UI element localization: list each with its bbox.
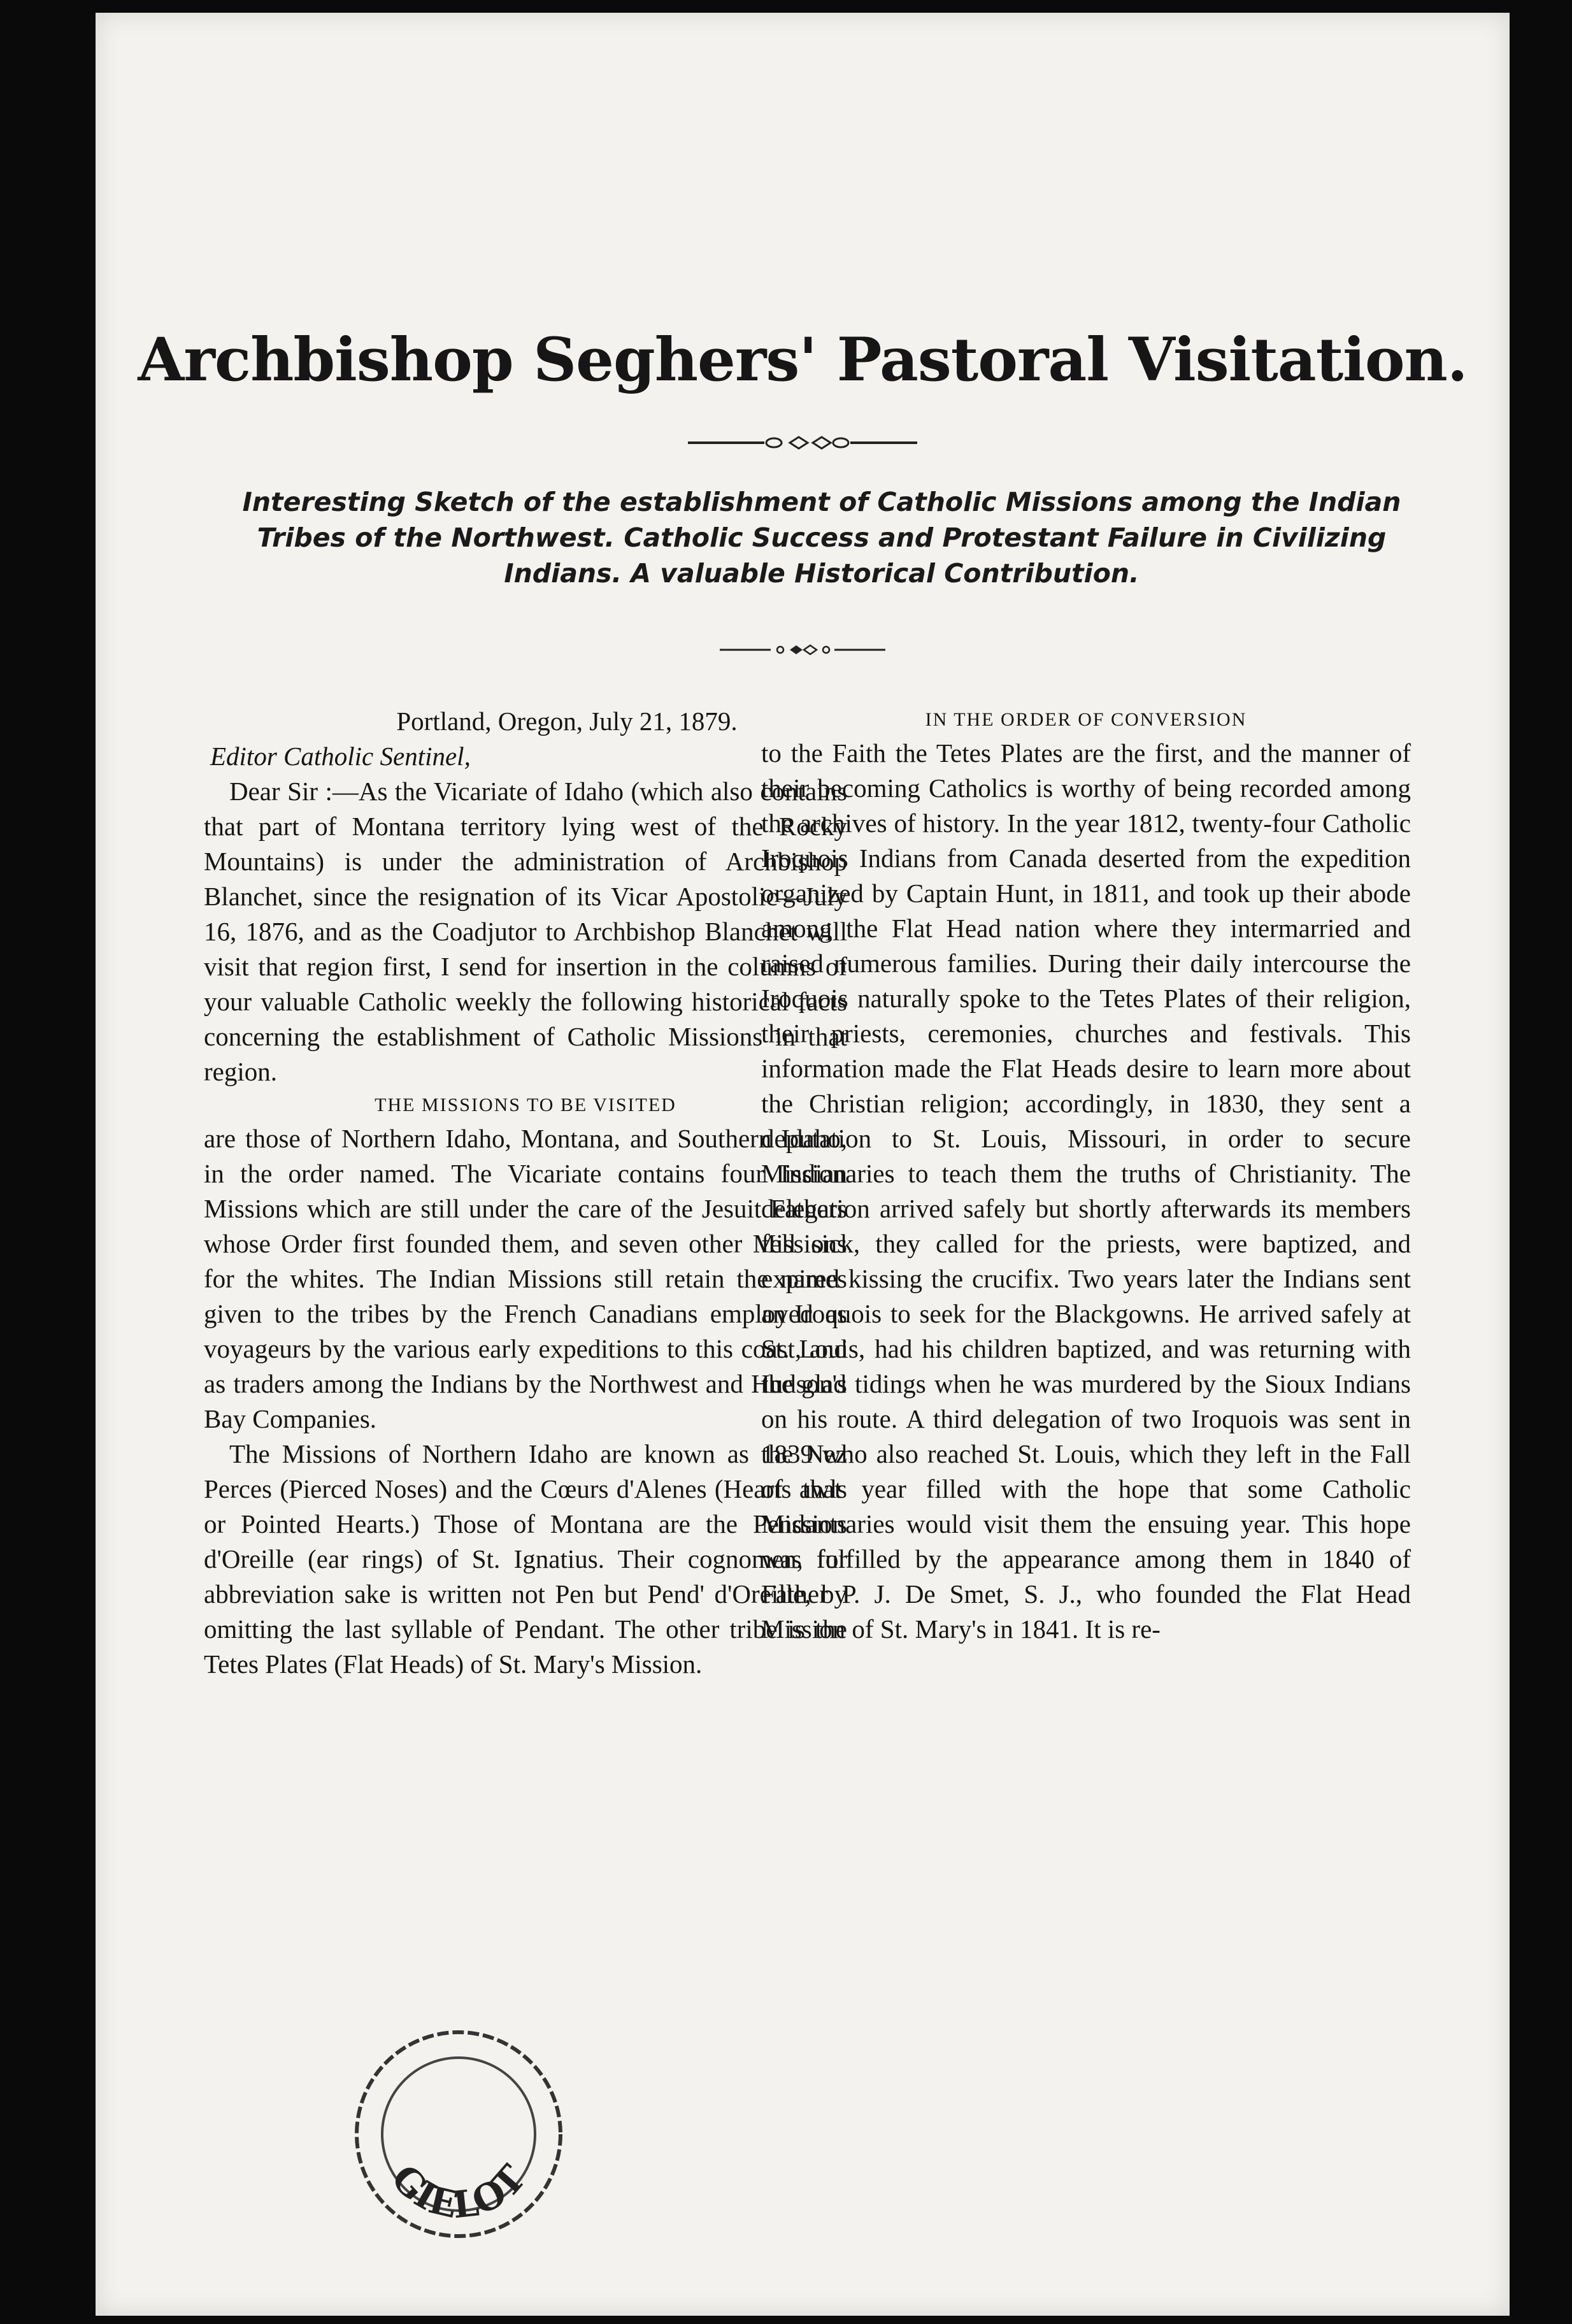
document-page (96, 13, 1510, 2316)
subtitle: Interesting Sketch of the establishment of Catholic Missions among the Indian Tribes of the Northwest. Catholic Success and Protestant Failure in Civilizing Indians. A valuable Historical Contribution. (242, 487, 1401, 589)
svg-text:GIELOT (383, 2156, 534, 2227)
page-title: Archbishop Seghers' Pastoral Visitation. (138, 325, 1468, 395)
dateline: Portland, Oregon, July 21, 1879. (396, 707, 738, 736)
stamp-text: GIELOT (383, 2156, 534, 2227)
salutation: Editor Catholic Sentinel, (210, 742, 471, 771)
subtitle-ornament-divider (720, 642, 885, 657)
title-ornament-divider (688, 433, 917, 452)
library-stamp (344, 2019, 573, 2249)
paragraph-1: Dear Sir :—As the Vicariate of Idaho (which also contains that part of Montana territory lying west of the Rocky Mountains) is under the administration of Archbishop Blanchet, since the resignation of its Vicar Apostolic—July 16, 1876, and as the Coadjutor to Archbishop Blanchet will visit that region first, I send for insertion in the columns of your valuable Catholic weekly the following historical facts concerning the establishment of Catholic Missions in that region. (204, 777, 847, 1086)
section-heading-missions: THE MISSIONS TO BE VISITED (375, 1094, 676, 1115)
left-column (204, 704, 847, 1682)
right-column (761, 704, 1411, 1647)
paragraph-4: to the Faith the Tetes Plates are the first, and the manner of their becoming Catholics is worthy of being recorded among the archives of history. In the year 1812, twenty-four Catholic Iroquois Indians from Canada deserted from the expedition organized by Captain Hunt, in 1811, and took up their abode among the Flat Head nation where they intermarried and raised numerous families. During their daily intercourse the Iroquois naturally spoke to the Tetes Plates of their religion, their priests, ceremonies, churches and festivals. This information made the Flat Heads desire to learn more about the Christian religion; accordingly, in 1830, they sent a deputation to St. Louis, Missouri, in order to secure Missionaries to teach them the truths of Christianity. The delegation arrived safely but shortly afterwards its members fell sick, they called for the priests, were baptized, and expired kissing the crucifix. Two years later the Indians sent an Iroquois to seek for the Blackgowns. He arrived safely at St. Louis, had his children baptized, and was returning with the glad tidings when he was murdered by the Sioux Indians on his route. A third delegation of two Iroquois was sent in 1839 who also reached St. Louis, which they left in the Fall of that year filled with the hope that some Catholic Missionaries would visit them the ensuing year. This hope was fulfilled by the appearance among them in 1840 of Father P. J. De Smet, S. J., who founded the Flat Head Mission of St. Mary's in 1841. It is re- (761, 738, 1411, 1644)
paragraph-2: are those of Northern Idaho, Montana, and Southern Idaho, in the order named. The Vicariate contains four Indian Missions which are still under the care of the Jesuit Fathers whose Order first founded them, and seven other Missions for the whites. The Indian Missions still retain the names given to the tribes by the French Canadians employed as voyageurs by the various early expeditions to this coast, and as traders among the Indians by the Northwest and Hudson's Bay Companies. (204, 1124, 847, 1433)
section-heading-conversion: IN THE ORDER OF CONVERSION (925, 709, 1247, 730)
paragraph-3: The Missions of Northern Idaho are known as the Nez Perces (Pierced Noses) and the Cœurs d'Alenes (Hearts awls or Pointed Hearts.) Those of Montana are the Pendants d'Oreille (ear rings) of St. Ignatius. Their cognomen, for abbreviation sake is written not Pen but Pend' d'Oreille, by omitting the last syllable of Pendant. The other tribe is the Tetes Plates (Flat Heads) of St. Mary's Mission. (204, 1439, 847, 1679)
